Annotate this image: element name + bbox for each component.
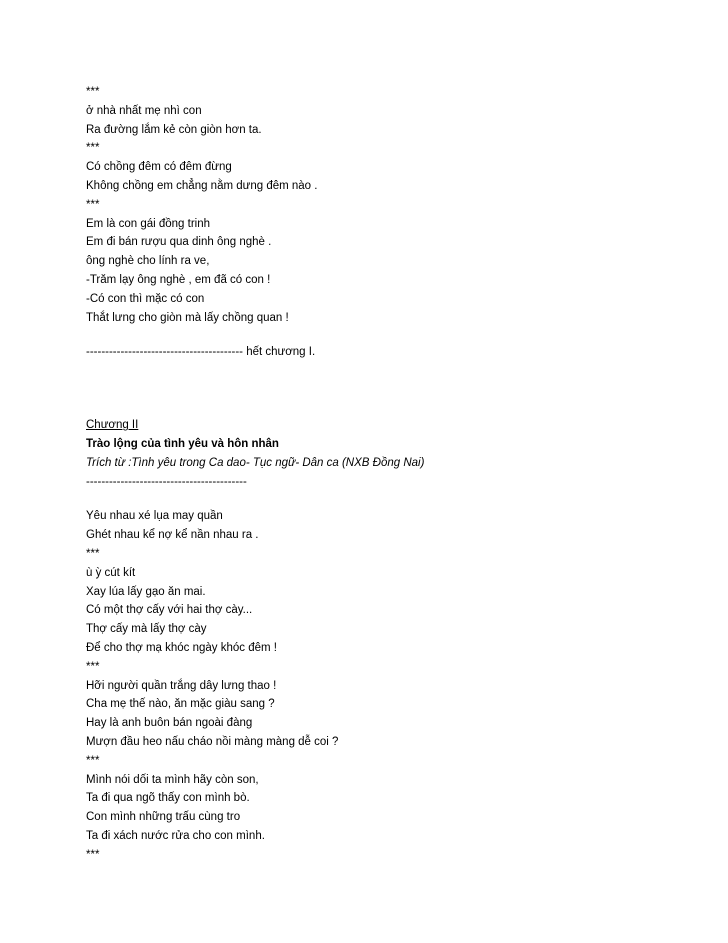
text-line: Để cho thợ mạ khóc ngày khóc đêm !: [86, 641, 277, 654]
text-line: ở nhà nhất mẹ nhì con: [86, 104, 202, 117]
text-line: Em là con gái đồng trinh: [86, 217, 211, 230]
text-line: Không chồng em chẳng nằm dưng đêm nào .: [86, 179, 318, 192]
chapter-title: Trào lộng của tình yêu và hôn nhân: [86, 437, 279, 450]
text-line: Em đi bán rượu qua dinh ông nghè .: [86, 236, 272, 249]
document-page: [86, 83, 686, 864]
text-line: ***: [86, 142, 100, 155]
text-line: ***: [86, 198, 100, 211]
spacer: [86, 491, 686, 507]
text-line: Mượn đầu heo nấu cháo nồi màng màng dễ coi ?: [86, 735, 339, 748]
text-line: Có một thợ cấy với hai thợ cày...: [86, 604, 253, 617]
spacer: [86, 327, 686, 343]
text-line: Hỡi người quần trắng dây lưng thao !: [86, 679, 277, 692]
text-line: Thợ cấy mà lấy thợ cày: [86, 623, 207, 636]
text-line: Ghét nhau kể nợ kể nần nhau ra .: [86, 529, 259, 542]
text-line: Mình nói dối ta mình hãy còn son,: [86, 773, 259, 786]
text-line: ù ỳ cút kít: [86, 566, 136, 579]
text-line: Có chồng đêm có đêm đừng: [86, 161, 232, 174]
text-line: Thắt lưng cho giòn mà lấy chồng quan !: [86, 311, 289, 324]
text-line: Con mình những trấu cùng tro: [86, 811, 241, 824]
text-line: ***: [86, 754, 100, 767]
text-line: -Trăm lạy ông nghè , em đã có con !: [86, 273, 271, 286]
poem-section-1: [86, 83, 686, 327]
chapter-source: Trích từ :Tình yêu trong Ca dao- Tục ngữ- Dân ca (NXB Đồng Nai): [86, 456, 425, 469]
spacer: [86, 362, 686, 416]
text-line: -Có con thì mặc có con: [86, 292, 205, 305]
text-line: Hay là anh buôn bán ngoài đàng: [86, 717, 253, 730]
chapter-divider: ------------------------------------------: [86, 475, 247, 488]
chapter-heading: Chương II: [86, 419, 139, 432]
text-line: ông nghè cho lính ra ve,: [86, 255, 210, 268]
text-line: Yêu nhau xé lụa may quần: [86, 510, 223, 523]
text-line: Ra đường lắm kẻ còn giòn hơn ta.: [86, 123, 262, 136]
poem-section-2: [86, 507, 686, 864]
text-line: ***: [86, 547, 100, 560]
text-line: Ta đi qua ngõ thấy con mình bò.: [86, 792, 250, 805]
text-line: Xay lúa lấy gạo ăn mai.: [86, 585, 206, 598]
text-line: ***: [86, 848, 100, 861]
text-line: ***: [86, 660, 100, 673]
text-line: Cha mẹ thế nào, ăn mặc giàu sang ?: [86, 698, 275, 711]
chapter-2-header: [86, 416, 686, 491]
text-line: Ta đi xách nước rửa cho con mình.: [86, 829, 265, 842]
chapter-end-line: ----------------------------------------- hết chương I.: [86, 346, 316, 359]
text-line: ***: [86, 86, 100, 98]
